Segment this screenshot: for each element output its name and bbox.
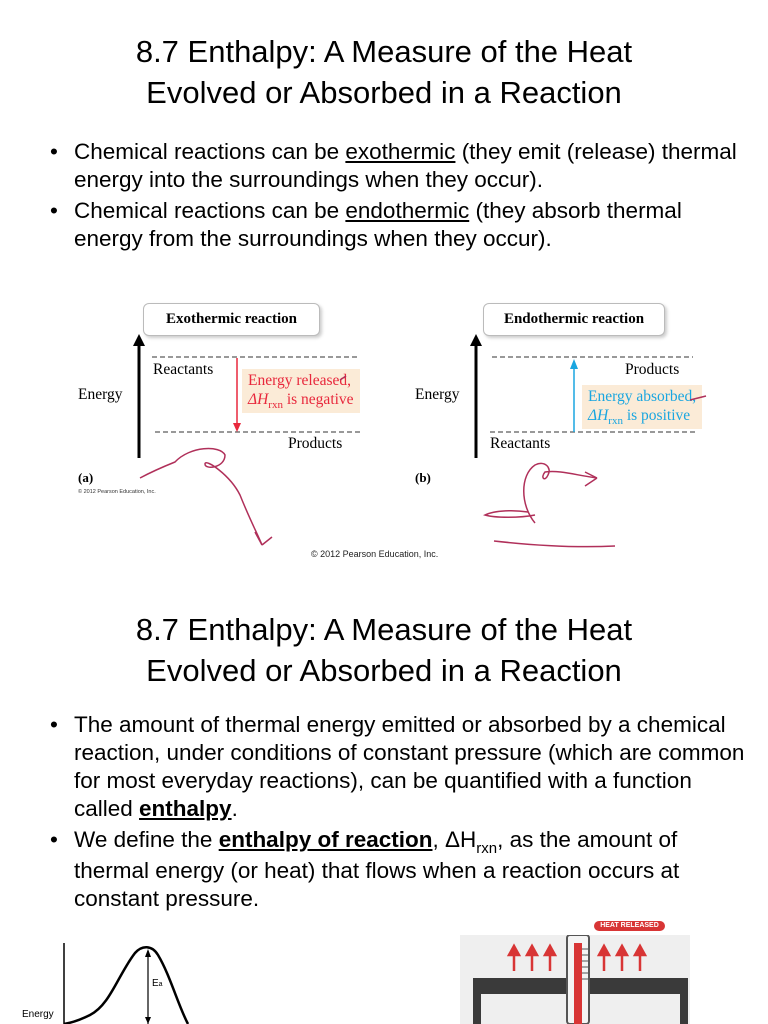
slide2-bullet-enthalpy: • The amount of thermal energy emitted or absorbed by a chemical reaction, under conditions of constant pressure (which are common for most everyday reactions), can be quantified with a function called enthalpy. <box>46 711 746 823</box>
figure-copyright: © 2012 Pearson Education, Inc. <box>311 549 439 559</box>
slide1-title-line2: Evolved or Absorbed in a Reaction <box>146 75 622 110</box>
panel-a-label: (a) <box>78 470 94 485</box>
ea-label: Ea <box>152 978 163 989</box>
endo-reactants-label: Reactants <box>490 435 551 452</box>
slide2-bullets <box>46 711 746 916</box>
slide1-title-line1: 8.7 Enthalpy: A Measure of the Heat <box>135 34 633 69</box>
bottom-energy-label: Energy <box>22 1009 54 1020</box>
term-enthalpy-of-reaction: enthalpy of reaction <box>218 827 433 852</box>
activation-curve <box>64 947 188 1024</box>
slide1-bullet-endothermic: • Chemical reactions can be endothermic (they absorb thermal energy from the surroundings when they occur). <box>46 197 746 253</box>
handwritten-annotations <box>140 376 706 547</box>
bottom-graphics <box>0 935 768 1024</box>
exo-axis-arrowhead <box>133 334 145 346</box>
heat-released-badge: HEAT RELEASED <box>594 921 665 931</box>
term-enthalpy: enthalpy <box>139 796 232 821</box>
slide2-title-line1: 8.7 Enthalpy: A Measure of the Heat <box>135 612 633 647</box>
endo-products-label: Products <box>625 361 680 378</box>
term-exothermic: exothermic <box>345 139 456 164</box>
slide2-title <box>0 609 768 691</box>
endothermic-box-title: Endothermic reaction <box>483 303 665 336</box>
slide2-bullet-enthalpy-of-reaction: • We define the enthalpy of reaction, $\Delta H_{rxn}$, as the amount of thermal energy (or heat) that flows when a reaction occurs at constant pressure. <box>46 826 746 913</box>
term-endothermic: endothermic <box>345 198 470 223</box>
exo-callout: Energy released, $\Delta H_{rxn}$ is negative <box>242 369 360 413</box>
slide1-bullet-exothermic: • Chemical reactions can be exothermic (they emit (release) thermal energy into the surroundings when they occur). <box>46 138 746 194</box>
exo-reactants-label: Reactants <box>153 361 214 378</box>
endo-axis-arrowhead <box>470 334 482 346</box>
exo-energy-label: Energy <box>78 386 123 403</box>
endo-energy-label: Energy <box>415 386 460 403</box>
slide2-title-line2: Evolved or Absorbed in a Reaction <box>146 653 622 688</box>
endo-callout: Energy absorbed, $\Delta H_{rxn}$ is positive <box>582 385 702 429</box>
exo-products-label: Products <box>288 435 343 452</box>
exothermic-box-title: Exothermic reaction <box>143 303 320 336</box>
panel-b-label: (b) <box>415 470 431 485</box>
small-copyright: © 2012 Pearson Education, Inc. <box>78 489 156 495</box>
